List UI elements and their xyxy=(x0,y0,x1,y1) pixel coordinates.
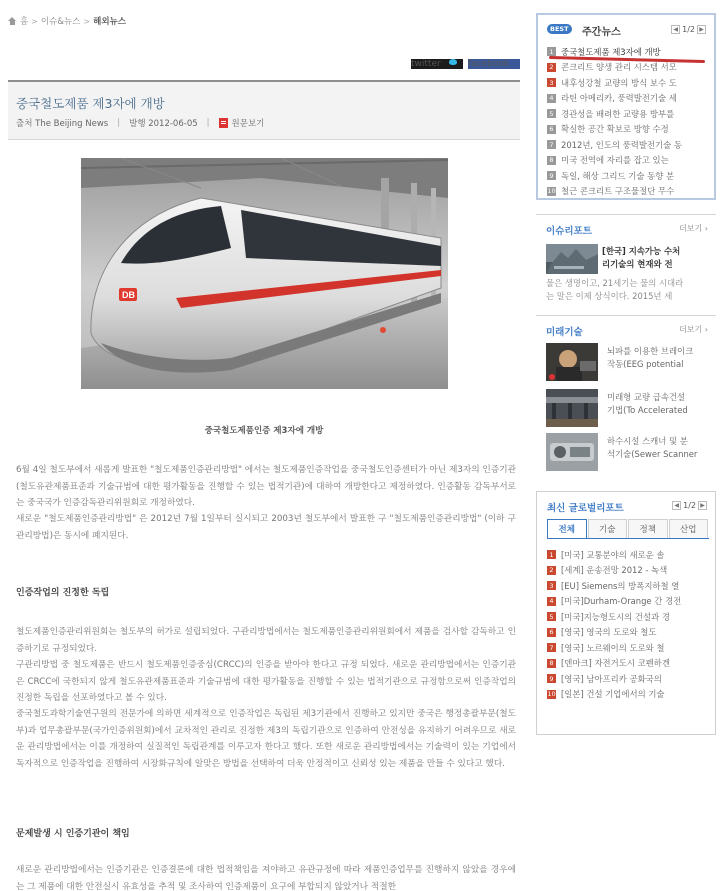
twitter-label: twitter xyxy=(411,59,441,69)
pdf-icon[interactable] xyxy=(219,118,228,128)
list-item-text: [EU] Siemens의 방폭지하철 열 xyxy=(561,580,680,591)
rank-number: 1 xyxy=(547,550,556,559)
future-tech-title: 미래기술 xyxy=(546,327,583,338)
future-item-text xyxy=(607,345,715,370)
breadcrumb-current: 해외뉴스 xyxy=(93,17,126,27)
article-body xyxy=(16,657,516,707)
list-item[interactable] xyxy=(547,671,709,687)
future-item-text xyxy=(607,435,715,460)
article-body xyxy=(16,706,516,772)
article-body xyxy=(16,462,516,512)
rank-number: 9 xyxy=(547,171,556,180)
issue-more-link[interactable]: 더보기 › xyxy=(679,224,708,233)
prev-arrow-icon[interactable]: ◀ xyxy=(672,501,681,510)
global-report-list xyxy=(547,547,709,702)
issue-desc-line: 물은 생명이고, 21세기는 물의 시대라 xyxy=(546,278,684,288)
facebook-label: facebook xyxy=(468,59,510,69)
future-tech-panel xyxy=(536,315,716,475)
rank-number: 7 xyxy=(547,140,556,149)
list-item-text: [영국] 남아프리카 공화국의 xyxy=(561,673,662,684)
rank-number: 10 xyxy=(547,690,556,699)
list-item[interactable] xyxy=(547,137,707,153)
list-item-text: [일본] 건설 기업에서의 기술 xyxy=(561,689,665,700)
list-item-text: 중국철도제품 제3자에 개방 xyxy=(561,46,661,57)
breadcrumb-section[interactable]: 이슈&뉴스 xyxy=(40,17,81,27)
rank-number: 3 xyxy=(547,581,556,590)
facebook-share-button[interactable] xyxy=(468,59,520,69)
list-item-text: [미국]지능형도시의 건설과 경 xyxy=(561,611,670,622)
article-body xyxy=(16,624,516,657)
article-body xyxy=(16,511,516,544)
rank-number: 7 xyxy=(547,643,556,652)
list-item-text: 라틴 아메리카, 풍력발전기술 세 xyxy=(561,93,677,104)
rank-number: 8 xyxy=(547,659,556,668)
tab-policy[interactable]: 정책 xyxy=(628,519,668,538)
report-tabs xyxy=(547,519,709,539)
future-item-line: 기법(To Accelerated xyxy=(607,404,688,415)
original-link[interactable]: 원문보기 xyxy=(231,119,265,129)
list-item-text: 내후성강철 교량의 방식 보수 도 xyxy=(561,77,677,88)
future-item-line: 뇌파를 이용한 브레이크 xyxy=(607,346,694,356)
twitter-share-button[interactable] xyxy=(411,59,463,69)
list-item-text: [미국] 교통분야의 새로운 솔 xyxy=(561,549,665,560)
rank-number: 6 xyxy=(547,125,556,134)
future-item-line: 미래형 교량 급속건설 xyxy=(607,392,686,402)
article-date: 발행 2012-06-05 xyxy=(129,119,198,129)
list-item-text: 미국 전역에 자리를 잡고 있는 xyxy=(561,155,669,166)
rank-number: 5 xyxy=(547,612,556,621)
article-meta xyxy=(16,117,264,129)
list-item[interactable] xyxy=(547,122,707,138)
global-report-panel xyxy=(536,491,716,735)
section-heading: 인증작업의 진정한 독립 xyxy=(16,588,110,598)
tab-industry[interactable]: 산업 xyxy=(669,519,709,538)
rank-number: 9 xyxy=(547,674,556,683)
list-item[interactable] xyxy=(547,168,707,184)
tab-technology[interactable]: 기술 xyxy=(588,519,628,538)
issue-headline-line: [한국] 지속가능 수처 xyxy=(602,246,681,256)
issue-description xyxy=(546,277,714,303)
list-item-text: [세계] 운송전망 2012 - 녹색 xyxy=(561,565,668,576)
next-arrow-icon[interactable]: ▶ xyxy=(698,501,707,510)
db-logo: DB xyxy=(122,290,135,300)
paragraph: 철도제품인증관리위원회는 철도부의 허가로 설립되었다. 구관리방법에서는 철도제품인증관리위원회에서 제품을 검사할 감독하고 인증하기로 규정되었다. xyxy=(16,627,516,654)
breadcrumb xyxy=(8,15,126,27)
paragraph: 6월 4일 철도부에서 새롭게 발표한 "철도제품인증관리방법" 에서는 철도제품인증작업을 중국철도인증센터가 아닌 제3자의 인증기관(철도유관제품표준과 기술규범에 대한 평가활동을 진행할 수 있는 법적기관)에 대하여 개방한다고 제정하였다. 인증활동 감독부서로는 중국국가 인증감독관리위원회로 개정하였다. xyxy=(16,465,516,508)
tab-all[interactable]: 전체 xyxy=(547,519,587,538)
chevron-right-icon: > xyxy=(83,16,91,26)
future-thumbnail xyxy=(546,389,598,427)
rank-number: 6 xyxy=(547,628,556,637)
future-more-link[interactable]: 더보기 › xyxy=(679,325,708,334)
future-thumbnail xyxy=(546,343,598,381)
list-item-text: 경관성을 배려한 교량용 방부를 xyxy=(561,108,675,119)
issue-headline-line: 리기술의 현재와 전 xyxy=(602,259,673,269)
rank-number: 10 xyxy=(547,187,556,196)
rank-number: 2 xyxy=(547,63,556,72)
breadcrumb-home[interactable]: 홈 xyxy=(20,17,29,27)
photo-caption: 중국철도제품인증 제3자에 개방 xyxy=(204,426,324,436)
paragraph: 새로운 관리방법에서는 인증기관은 인증결론에 대한 법적책임을 져야하고 유관규정에 따라 제품인증업무를 진행하지 않았을 경우에는 그 제품에 대한 안전실시 유효성을 추적 및 조사하여 인증제품이 요구에 부합되지 않았거나 적절한 xyxy=(16,865,516,891)
rank-number: 8 xyxy=(547,156,556,165)
rank-number: 2 xyxy=(547,566,556,575)
list-item-text: [덴마크] 자전거도시 코펜하겐 xyxy=(561,658,670,669)
report-pager xyxy=(672,501,707,510)
section-heading: 문제발생 시 인증기관이 책임 xyxy=(16,829,130,839)
article-title: 중국철도제품 제3자에 개방 xyxy=(16,96,165,111)
list-item[interactable] xyxy=(547,609,709,625)
future-item-line: 작동(EEG potential xyxy=(607,358,684,369)
more-label: 더보기 xyxy=(679,325,703,334)
issue-desc-line: 는 말은 이제 상식이다. 2015년 세 xyxy=(546,291,673,301)
weekly-news-title: 주간뉴스 xyxy=(582,27,621,38)
list-item[interactable] xyxy=(547,106,707,122)
home-icon[interactable] xyxy=(8,17,17,25)
list-item[interactable] xyxy=(547,91,707,107)
best-badge: BEST xyxy=(547,24,572,34)
more-label: 더보기 xyxy=(679,224,703,233)
paragraph: 새로운 "철도제품인증관리방법" 은 2012년 7월 1일부터 실시되고 2003년 철도부에서 발표한 구 "철도제품인증관리방법" (이하 구관리방법)은 동시에 폐지된다. xyxy=(16,514,516,541)
issue-report-panel xyxy=(536,214,716,308)
weekly-news-panel xyxy=(536,13,716,200)
list-item-text: 확실한 공간 확보로 방향 수정 xyxy=(561,124,669,135)
issue-report-title: 이슈리포트 xyxy=(546,226,592,237)
weekly-news-list xyxy=(547,44,707,199)
report-page: 1/2 xyxy=(683,501,696,510)
list-item[interactable] xyxy=(547,656,709,672)
twitter-bird-icon xyxy=(449,59,457,65)
rank-number: 5 xyxy=(547,109,556,118)
article-photo xyxy=(81,158,448,389)
list-item[interactable] xyxy=(547,687,709,703)
list-item[interactable] xyxy=(547,578,709,594)
future-item-text xyxy=(607,391,715,416)
list-item[interactable] xyxy=(547,625,709,641)
article-header xyxy=(8,80,520,140)
rank-number: 1 xyxy=(547,47,556,56)
list-item-text: 철근 콘크리트 구조물절단 무수 xyxy=(561,186,675,197)
global-report-title: 최신 글로벌리포트 xyxy=(547,503,624,514)
list-item[interactable] xyxy=(547,594,709,610)
list-item-text: [미국]Durham-Orange 간 경전 xyxy=(561,596,682,607)
paragraph: 중국철도과학기술연구원의 전문가에 의하면 세계적으로 인증작업은 독립된 제3기관에서 진행하고 있지만 중국은 행정총괄부문(철도부)과 업무총괄부문(국가인증위원회)에서 교차적인 관리로 진정한 제3의 독립기관으로 인증하여 안전성을 유지하기 어려우므로 새로운 관리방법에서는 이를 개정하여 실질적인 독립관계를 이루고자 한다고 했다. 또한 새로운 관리방법에서는 기술력이 있는 기업에서 독자적으로 인증작업을 진행하여 시장화규칙에 알맞은 방법을 선택하여 더욱 안정적이고 신뢰성 있는 제품을 만들 수 있다고 했다. xyxy=(16,709,516,769)
future-item-line: 하수시설 스캐너 및 분 xyxy=(607,436,688,446)
list-item[interactable] xyxy=(547,547,709,563)
list-item[interactable] xyxy=(547,153,707,169)
list-item-text: [영국] 노르웨이의 도로와 철 xyxy=(561,642,665,653)
meta-divider: | xyxy=(117,118,121,128)
list-item[interactable] xyxy=(547,184,707,200)
article-body xyxy=(16,862,516,891)
weekly-page: 1/2 xyxy=(682,25,695,34)
list-item-text: [영국] 영국의 도로와 철도 xyxy=(561,627,657,638)
list-item[interactable] xyxy=(547,563,709,579)
issue-thumbnail[interactable] xyxy=(546,244,598,274)
future-thumbnail xyxy=(546,433,598,471)
rank-number: 4 xyxy=(547,94,556,103)
list-item-text: 독일, 해상 그리드 기술 동향 분 xyxy=(561,170,675,181)
list-item[interactable] xyxy=(547,75,707,91)
future-item-line: 석기술(Sewer Scanner xyxy=(607,448,698,459)
issue-headline[interactable] xyxy=(602,245,680,271)
list-item[interactable] xyxy=(547,640,709,656)
list-item-text: 2012년, 인도의 풍력발전기술 동 xyxy=(561,139,682,150)
article-source: 출처 The Beijing News xyxy=(16,119,109,129)
weekly-pager xyxy=(671,25,706,34)
meta-divider: | xyxy=(206,118,210,128)
paragraph: 구관리방법 중 철도제품은 반드시 철도제품인증중심(CRCC)의 인증을 받아야 한다고 규정 되었다. 새로운 관리방법에서는 인증기관은 CRCC에 국한되지 않게 철도유관제품표준과 기술규범에 대한 평가활동을 진행할 수 있는 법적기관으로 규정함으로써 인증작업의 진정한 독립을 선포하였다고 볼 수 있다. xyxy=(16,660,516,703)
list-item-text: 콘크리트 양생 관리 시스템 서모 xyxy=(561,62,677,73)
rank-number: 3 xyxy=(547,78,556,87)
rank-number: 4 xyxy=(547,597,556,606)
chevron-right-icon: > xyxy=(31,16,38,26)
prev-arrow-icon[interactable]: ◀ xyxy=(671,25,680,34)
next-arrow-icon[interactable]: ▶ xyxy=(697,25,706,34)
